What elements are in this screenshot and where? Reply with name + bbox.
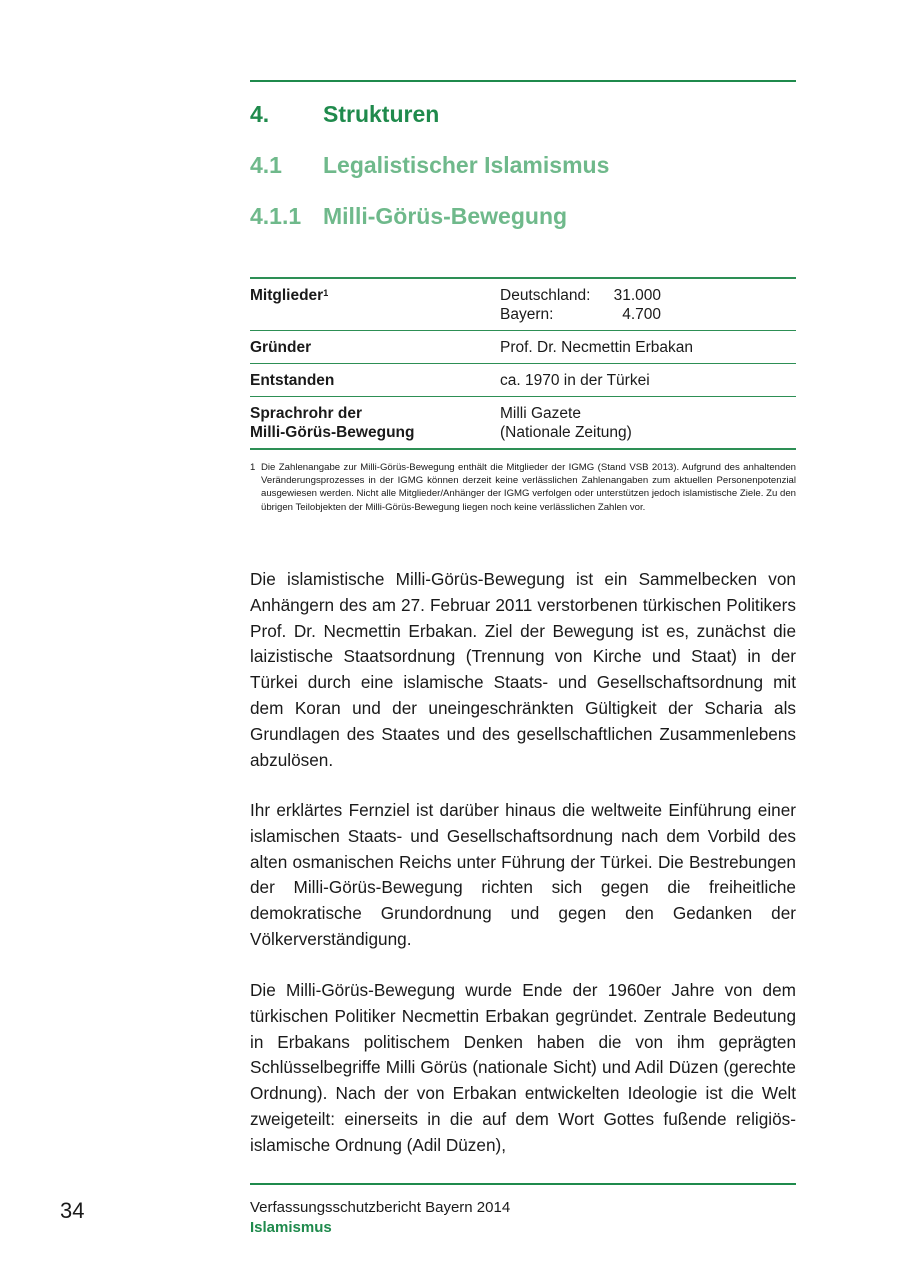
heading-text: Strukturen: [323, 101, 440, 127]
footer-section: Islamismus: [250, 1219, 332, 1236]
mouthpiece-label: Sprachrohr der Milli-Görüs-Bewegung: [250, 405, 415, 441]
footnote-number: 1: [250, 462, 256, 473]
table-row: [250, 278, 796, 331]
footnote-marker[interactable]: 1: [323, 288, 329, 298]
members-value: Deutschland: 31.000 Bayern: 4.700: [500, 287, 661, 323]
footnote-text: Die Zahlenangabe zur Milli-Görüs-Bewegung enthält die Mitglieder der IGMG (Stand VSB 2013). Aufgrund des anhaltenden Veränderungsprozesses in der IGMG können derzeit keine verlässlichen Zahlenangaben zum aktuellen Personenpotenzial ausgewiesen werden. Nicht alle Mitglieder/Anhänger der IGMG verfolgen oder unterstützen jedoch islamistische Ziele. Zu den übrigen Teilobjekten der Milli-Görüs-Bewegung liegen noch keine verlässlichen Zahlen vor.: [261, 462, 796, 513]
heading-number: 4.1: [250, 152, 282, 178]
table-row: [250, 397, 796, 450]
founder-label: Gründer: [250, 339, 312, 356]
table-row: [250, 331, 796, 364]
footnote: [250, 461, 796, 514]
footer-publication: Verfassungsschutzbericht Bayern 2014: [250, 1199, 511, 1216]
heading-number: 4.: [250, 101, 270, 127]
table-row: [250, 364, 796, 397]
members-label: Mitglieder$^1$: [250, 287, 329, 304]
origin-value: ca. 1970 in der Türkei: [500, 372, 650, 389]
heading-text: Milli-Görüs-Bewegung: [323, 203, 568, 229]
heading-number: 4.1.1: [250, 203, 302, 229]
body-paragraph: Die Milli-Görüs-Bewegung wurde Ende der 1960er Jahre von dem türkischen Politiker Necmettin Erbakan gegründet. Zentrale Bedeutung in Erbakans politischem Denken haben die von ihm geprägten Schlüsselbegriffe Milli Görüs (nationale Sicht) und Adil Düzen (gerechte Ordnung). Nach der von Erbakan entwickelten Ideologie ist die Welt zweigeteilt: einerseits in die auf dem Wort Gottes fußende religiös-islamische Ordnung (Adil Düzen),: [250, 980, 796, 1155]
body-paragraph: Die islamistische Milli-Görüs-Bewegung ist ein Sammelbecken von Anhängern des am 27. Februar 2011 verstorbenen türkischen Politikers Prof. Dr. Necmettin Erbakan. Ziel der Bewegung ist es, zunächst die laizistische Staatsordnung (Trennung von Kirche und Staat) in der Türkei durch eine islamische Staats- und Gesellschaftsordnung mit dem Koran und der uneingeschränkten Gültigkeit der Scharia als Grundlagen des Staates und des gesellschaftlichen Zusammenlebens abzulösen.: [250, 569, 796, 770]
footer-divider: [250, 1183, 796, 1185]
origin-label: Entstanden: [250, 372, 335, 389]
body-paragraph: Ihr erklärtes Fernziel ist darüber hinaus die weltweite Einführung einer islamischen Staats- und Gesellschaftsordnung nach dem Vorbild des alten osmanischen Reichs unter Führung der Türkei. Die Bestrebungen der Milli-Görüs-Bewegung richten sich gegen die freiheitliche demokratische Grundordnung und gegen den Gedanken der Völkerverständigung.: [250, 800, 796, 949]
heading-text: Legalistischer Islamismus: [323, 152, 610, 178]
mouthpiece-value: Milli Gazete (Nationale Zeitung): [500, 405, 632, 441]
facts-table: [250, 277, 796, 450]
founder-value: Prof. Dr. Necmettin Erbakan: [500, 339, 693, 356]
page-number: 34: [60, 1198, 85, 1223]
top-divider: [250, 80, 796, 82]
